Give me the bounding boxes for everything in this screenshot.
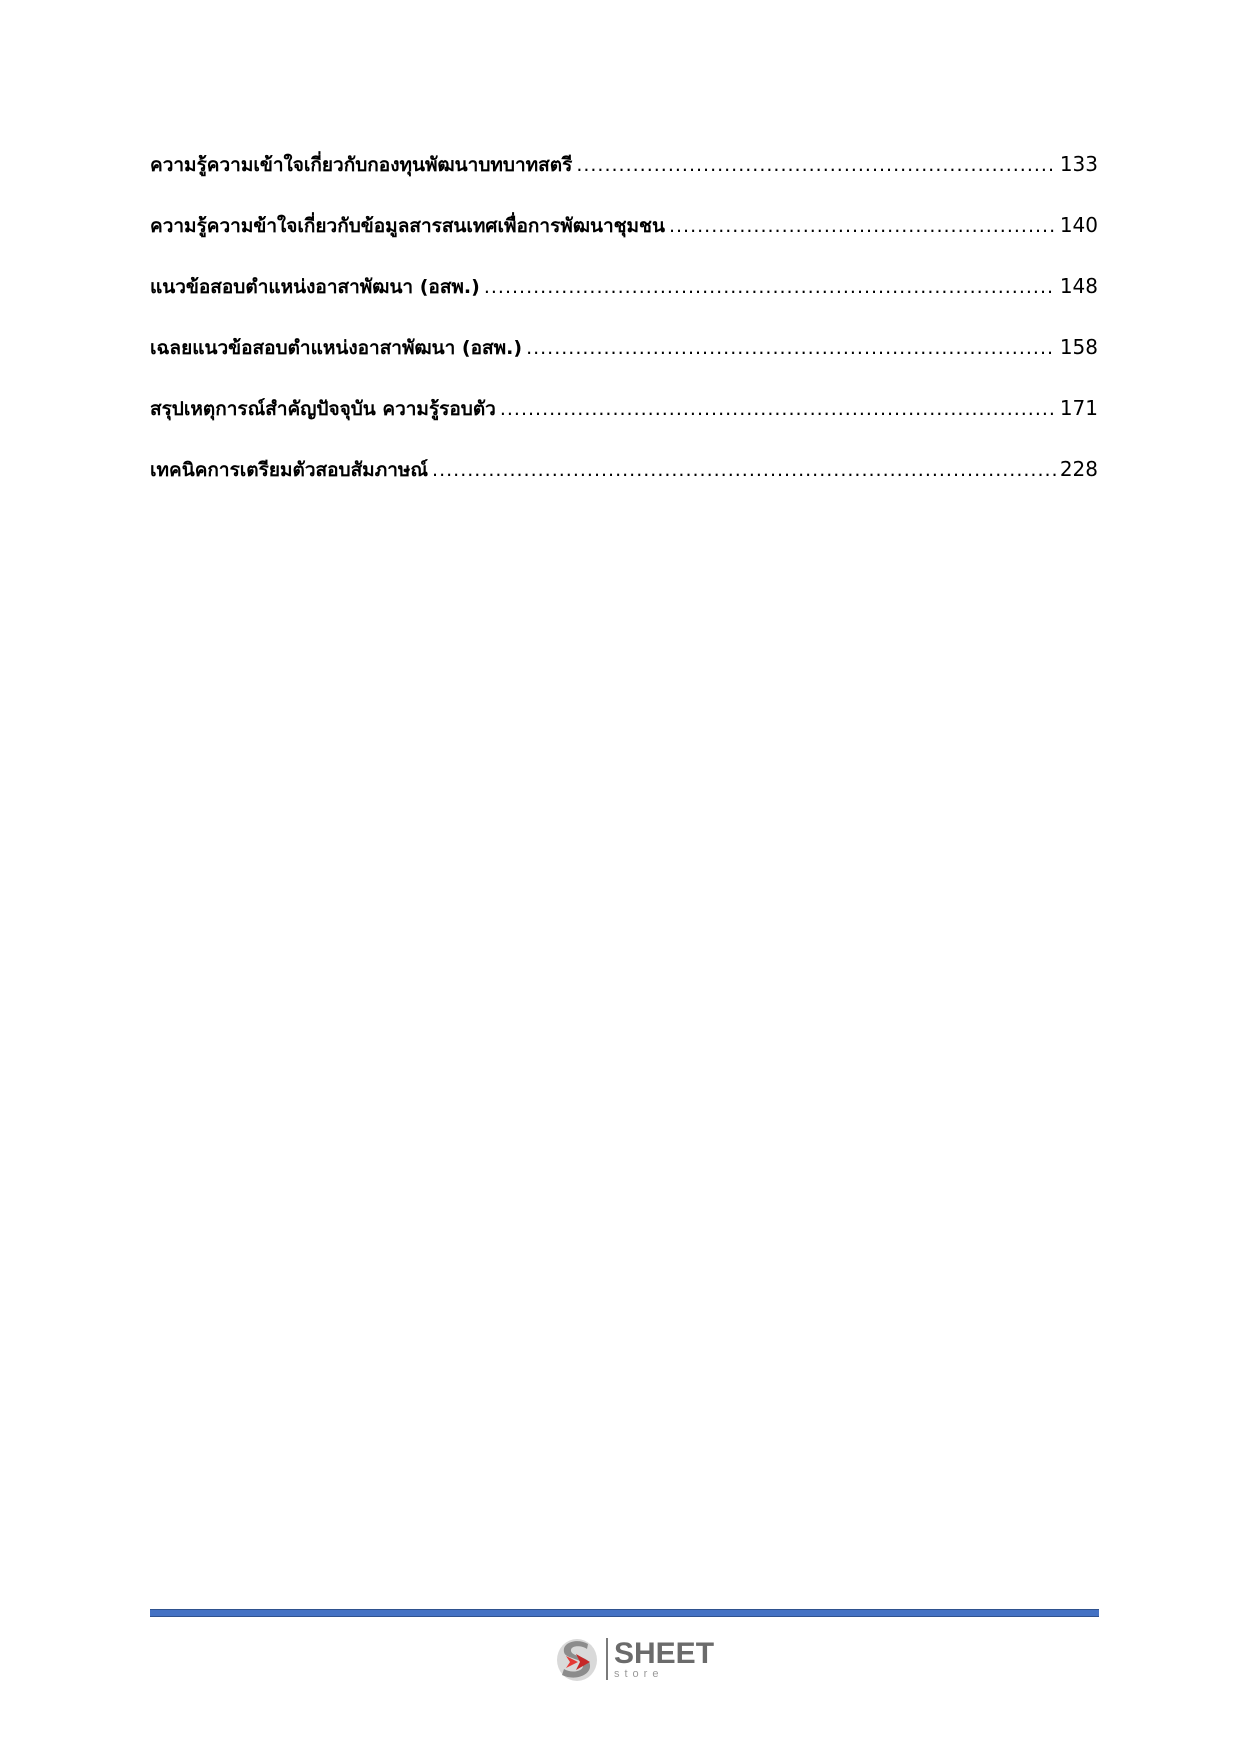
- sheet-store-logo: [552, 1634, 714, 1684]
- toc-dot-leader: [484, 276, 1056, 298]
- toc-entry-page: 140: [1059, 213, 1098, 237]
- toc-entry-title: สรุปเหตุการณ์สำคัญปัจจุบัน ความรู้รอบตัว: [150, 398, 496, 420]
- toc-dot-leader: [576, 154, 1056, 176]
- toc-entry[interactable]: [150, 211, 1098, 272]
- toc-entry-page: 133: [1059, 152, 1098, 176]
- sheet-store-s-logo-icon: [552, 1634, 602, 1684]
- logo-subtitle: store: [614, 1667, 664, 1680]
- logo-divider: [606, 1638, 608, 1680]
- toc-entry[interactable]: [150, 333, 1098, 394]
- logo-text: [614, 1636, 715, 1680]
- toc-entry[interactable]: [150, 272, 1098, 333]
- toc-entry-title: เทคนิคการเตรียมตัวสอบสัมภาษณ์: [150, 459, 429, 481]
- toc-entry[interactable]: [150, 455, 1098, 516]
- footer-divider: [150, 1609, 1099, 1617]
- toc-entry[interactable]: [150, 394, 1098, 455]
- toc-entry[interactable]: [150, 150, 1098, 211]
- table-of-contents: [150, 150, 1098, 516]
- toc-entry-title: ความรู้ความข้าใจเกี่ยวกับข้อมูลสารสนเทศเพื่อการพัฒนาชุมชน: [150, 215, 665, 237]
- toc-dot-leader: [500, 398, 1056, 420]
- toc-dot-leader: [669, 215, 1056, 237]
- toc-entry-page: 171: [1059, 396, 1098, 420]
- toc-entry-title: ความรู้ความเข้าใจเกี่ยวกับกองทุนพัฒนาบทบาทสตรี: [150, 154, 573, 176]
- toc-entry-page: 158: [1059, 335, 1098, 359]
- toc-entry-page: 148: [1059, 274, 1098, 298]
- toc-dot-leader: [526, 337, 1056, 359]
- toc-dot-leader: [432, 459, 1056, 481]
- logo-word: SHEET: [614, 1636, 715, 1670]
- toc-entry-title: เฉลยแนวข้อสอบตำแหน่งอาสาพัฒนา (อสพ.): [150, 337, 523, 359]
- toc-entry-title: แนวข้อสอบตำแหน่งอาสาพัฒนา (อสพ.): [150, 276, 480, 298]
- toc-entry-page: 228: [1059, 457, 1098, 481]
